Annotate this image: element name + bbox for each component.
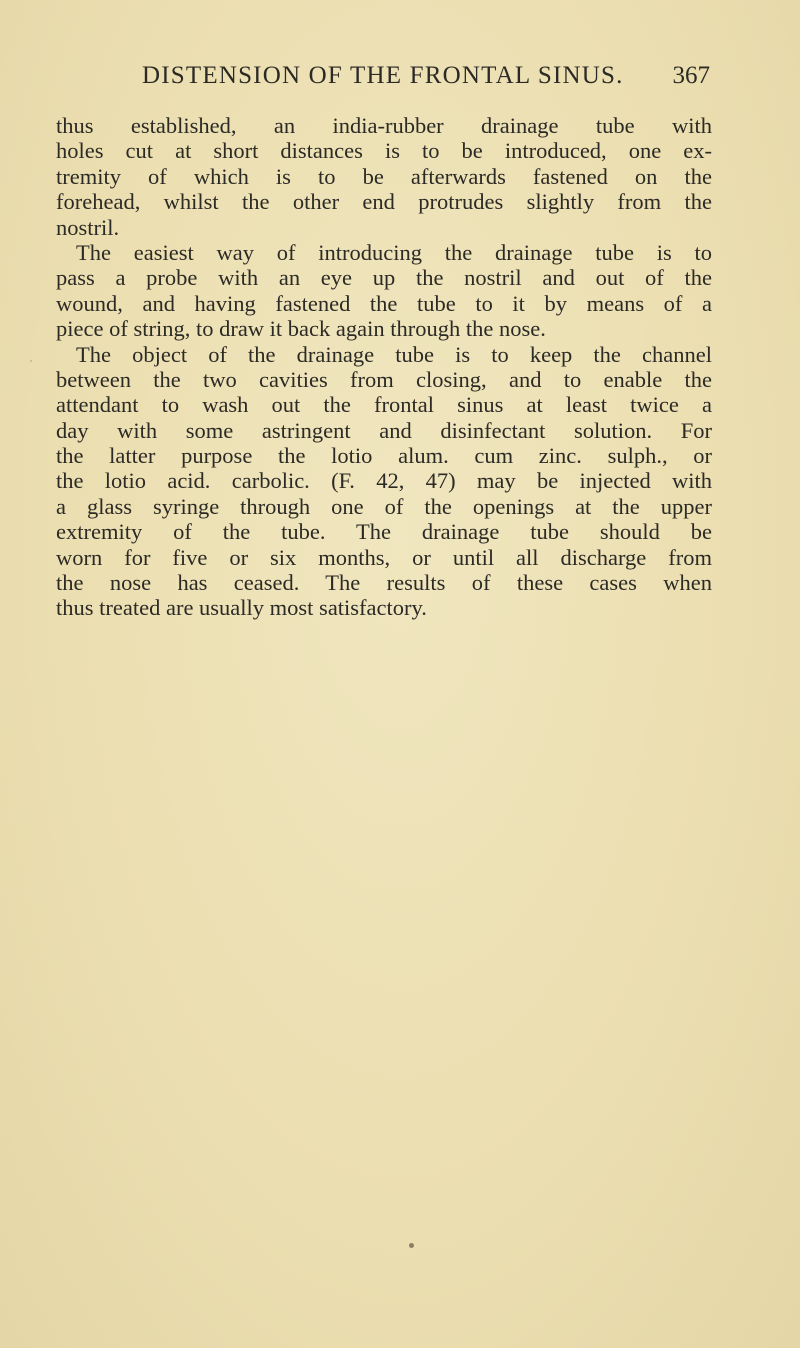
text-line: The easiest way of introducing the drainage tube is to: [76, 239, 712, 265]
text-line: pass a probe with an eye up the nostril and out of the: [56, 265, 712, 291]
text-line: day with some astringent and disinfectant solution. For: [56, 417, 712, 443]
text-line: between the two cavities from closing, and to enable the: [56, 366, 712, 392]
text-line: thus established, an india-rubber drainage tube with: [56, 113, 712, 138]
running-title: DISTENSION OF THE FRONTAL SINUS.: [142, 62, 624, 89]
body-text: [56, 113, 712, 621]
text-line: worn for five or six months, or until all discharge from: [56, 544, 712, 570]
text-line: extremity of the tube. The drainage tube should be: [56, 519, 712, 545]
paper-speck: [409, 1243, 414, 1248]
text-line: nostril.: [56, 214, 120, 240]
text-line: forehead, whilst the other end protrudes slightly from the: [56, 189, 712, 215]
text-line: wound, and having fastened the tube to it by means of a: [56, 290, 712, 316]
running-head: [62, 62, 710, 98]
text-line: a glass syringe through one of the openings at the upper: [56, 493, 712, 519]
text-line: thus treated are usually most satisfactory.: [56, 595, 427, 621]
text-line: The object of the drainage tube is to keep the channel: [76, 341, 712, 367]
text-line: piece of string, to draw it back again through the nose.: [56, 316, 546, 342]
paper-speck: [30, 360, 32, 362]
text-line: tremity of which is to be afterwards fastened on the: [56, 163, 712, 189]
text-line: holes cut at short distances is to be introduced, one ex-: [56, 138, 712, 164]
text-line: attendant to wash out the frontal sinus at least twice a: [56, 392, 712, 418]
text-line: the lotio acid. carbolic. (F. 42, 47) may be injected with: [56, 468, 712, 494]
text-line: the latter purpose the lotio alum. cum zinc. sulph., or: [56, 443, 712, 469]
page-number: 367: [672, 62, 710, 89]
text-line: the nose has ceased. The results of these cases when: [56, 570, 712, 596]
